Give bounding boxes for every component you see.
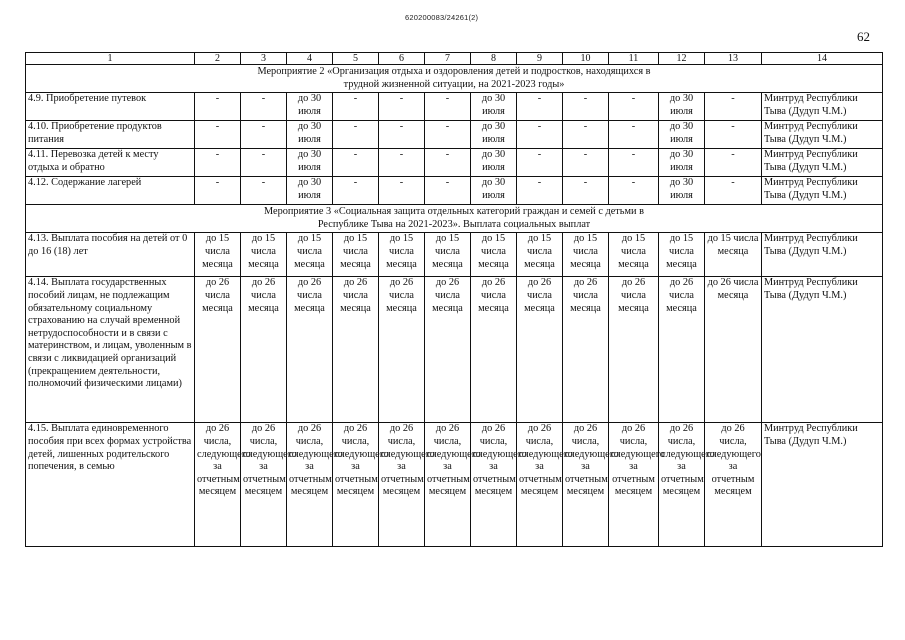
- deadline-cell: до 26 числа, следующего за отчетным месяцем: [333, 423, 379, 547]
- responsible-cell: Минтруд Республики Тыва (Дудуп Ч.М.): [762, 277, 883, 423]
- column-header: 14: [762, 53, 883, 65]
- column-header: 10: [563, 53, 609, 65]
- table-row: [26, 277, 883, 423]
- deadline-cell: до 26 числа, следующего за отчетным месяцем: [609, 423, 659, 547]
- deadline-cell: -: [425, 149, 471, 177]
- column-header: 6: [379, 53, 425, 65]
- deadline-cell: -: [517, 93, 563, 121]
- deadline-cell: до 26 числа, следующего за отчетным месяцем: [517, 423, 563, 547]
- deadline-cell: -: [425, 93, 471, 121]
- deadline-cell: до 26 числа, следующего за отчетным месяцем: [425, 423, 471, 547]
- deadline-cell: до 26 числа месяца: [471, 277, 517, 423]
- row-name: 4.12. Содержание лагерей: [26, 177, 195, 205]
- deadline-cell: -: [425, 177, 471, 205]
- deadline-cell: до 26 числа, следующего за отчетным месяцем: [195, 423, 241, 547]
- section-title: Мероприятие 2 «Организация отдыха и оздоровления детей и подростков, находящихся в трудной жизненной ситуации, на 2021-2023 годы»: [26, 65, 883, 93]
- deadline-cell: -: [333, 177, 379, 205]
- deadline-cell: -: [425, 121, 471, 149]
- deadline-cell: до 30 июля: [659, 93, 705, 121]
- deadline-cell: -: [563, 149, 609, 177]
- deadline-cell: до 15 числа месяца: [287, 233, 333, 277]
- deadline-cell: до 15 числа месяца: [379, 233, 425, 277]
- deadline-cell: до 26 числа месяца: [705, 277, 762, 423]
- deadline-cell: до 30 июля: [471, 149, 517, 177]
- deadline-cell: до 30 июля: [659, 149, 705, 177]
- deadline-cell: -: [379, 121, 425, 149]
- deadline-cell: -: [241, 149, 287, 177]
- column-header: 2: [195, 53, 241, 65]
- deadline-cell: до 26 числа месяца: [241, 277, 287, 423]
- deadline-cell: -: [705, 177, 762, 205]
- deadline-cell: -: [609, 177, 659, 205]
- table-row: [26, 121, 883, 149]
- deadline-cell: до 26 числа месяца: [333, 277, 379, 423]
- deadline-cell: до 15 числа месяца: [425, 233, 471, 277]
- deadline-cell: до 15 числа месяца: [471, 233, 517, 277]
- responsible-cell: Минтруд Республики Тыва (Дудуп Ч.М.): [762, 121, 883, 149]
- table-row: [26, 93, 883, 121]
- row-name: 4.10. Приобретение продуктов питания: [26, 121, 195, 149]
- table-row: [26, 177, 883, 205]
- deadline-cell: до 15 числа месяца: [241, 233, 287, 277]
- row-name: 4.13. Выплата пособия на детей от 0 до 16 (18) лет: [26, 233, 195, 277]
- deadline-cell: до 26 числа месяца: [379, 277, 425, 423]
- section-row: [26, 65, 883, 93]
- deadline-cell: -: [517, 149, 563, 177]
- deadline-cell: до 30 июля: [287, 93, 333, 121]
- section-title: Мероприятие 3 «Социальная защита отдельных категорий граждан и семей с детьми в Республике Тыва на 2021-2023». Выплата социальных выплат: [26, 205, 883, 233]
- responsible-cell: Минтруд Республики Тыва (Дудуп Ч.М.): [762, 177, 883, 205]
- deadline-cell: до 15 числа месяца: [609, 233, 659, 277]
- deadline-cell: до 26 числа месяца: [425, 277, 471, 423]
- deadline-cell: до 26 числа, следующего за отчетным месяцем: [705, 423, 762, 547]
- responsible-cell: Минтруд Республики Тыва (Дудуп Ч.М.): [762, 149, 883, 177]
- deadline-cell: -: [241, 93, 287, 121]
- deadline-cell: до 26 числа, следующего за отчетным месяцем: [659, 423, 705, 547]
- deadline-cell: до 30 июля: [287, 149, 333, 177]
- deadline-cell: до 15 числа месяца: [333, 233, 379, 277]
- column-header: 11: [609, 53, 659, 65]
- row-name: 4.9. Приобретение путевок: [26, 93, 195, 121]
- deadline-cell: -: [705, 93, 762, 121]
- row-name: 4.15. Выплата единовременного пособия при всех формах устройства детей, лишенных родительского попечения, в семью: [26, 423, 195, 547]
- header-row: [26, 53, 883, 65]
- deadline-cell: -: [609, 149, 659, 177]
- deadline-cell: -: [195, 149, 241, 177]
- deadline-cell: до 26 числа месяца: [287, 277, 333, 423]
- deadline-cell: до 30 июля: [659, 121, 705, 149]
- section-row: [26, 205, 883, 233]
- deadline-cell: -: [195, 121, 241, 149]
- deadline-cell: -: [241, 177, 287, 205]
- column-header: 5: [333, 53, 379, 65]
- row-name: 4.14. Выплата государственных пособий лицам, не подлежащим обязательному социальному страхованию на случай временной нетрудоспособности и в связи с материнством, и лицам, уволенным в связи с ликвидацией организаций (прекращением деятельности, полномочий физическими лицами): [26, 277, 195, 423]
- deadline-cell: -: [517, 121, 563, 149]
- deadline-cell: до 15 числа месяца: [517, 233, 563, 277]
- deadline-cell: -: [333, 93, 379, 121]
- deadline-cell: до 26 числа, следующего за отчетным месяцем: [287, 423, 333, 547]
- deadline-cell: до 30 июля: [287, 121, 333, 149]
- column-header: 8: [471, 53, 517, 65]
- column-header: 4: [287, 53, 333, 65]
- deadline-cell: до 30 июля: [471, 177, 517, 205]
- deadline-cell: до 26 числа месяца: [195, 277, 241, 423]
- deadline-cell: -: [333, 121, 379, 149]
- deadline-cell: до 26 числа, следующего за отчетным месяцем: [379, 423, 425, 547]
- page-number: 62: [857, 29, 870, 44]
- responsible-cell: Минтруд Республики Тыва (Дудуп Ч.М.): [762, 233, 883, 277]
- deadline-cell: до 30 июля: [287, 177, 333, 205]
- deadline-cell: до 26 числа, следующего за отчетным месяцем: [471, 423, 517, 547]
- deadline-cell: -: [609, 93, 659, 121]
- deadline-cell: -: [333, 149, 379, 177]
- deadline-cell: -: [195, 177, 241, 205]
- deadline-cell: до 26 числа месяца: [659, 277, 705, 423]
- deadline-cell: -: [705, 121, 762, 149]
- deadline-cell: -: [241, 121, 287, 149]
- document-id: 620200083/24261(2): [405, 13, 479, 22]
- deadline-cell: -: [563, 93, 609, 121]
- column-header: 3: [241, 53, 287, 65]
- responsible-cell: Минтруд Республики Тыва (Дудуп Ч.М.): [762, 423, 883, 547]
- schedule-table: [25, 52, 883, 547]
- row-name: 4.11. Перевозка детей к месту отдыха и обратно: [26, 149, 195, 177]
- deadline-cell: до 30 июля: [471, 93, 517, 121]
- column-header: 13: [705, 53, 762, 65]
- deadline-cell: -: [379, 149, 425, 177]
- deadline-cell: -: [379, 177, 425, 205]
- table-row: [26, 233, 883, 277]
- deadline-cell: -: [705, 149, 762, 177]
- deadline-cell: до 26 числа месяца: [609, 277, 659, 423]
- table-row: [26, 149, 883, 177]
- column-header: 9: [517, 53, 563, 65]
- responsible-cell: Минтруд Республики Тыва (Дудуп Ч.М.): [762, 93, 883, 121]
- deadline-cell: до 15 числа месяца: [195, 233, 241, 277]
- deadline-cell: -: [563, 121, 609, 149]
- deadline-cell: до 26 числа, следующего за отчетным месяцем: [563, 423, 609, 547]
- deadline-cell: до 26 числа месяца: [563, 277, 609, 423]
- column-header: 1: [26, 53, 195, 65]
- column-header: 12: [659, 53, 705, 65]
- deadline-cell: до 15 числа месяца: [563, 233, 609, 277]
- deadline-cell: -: [563, 177, 609, 205]
- deadline-cell: до 26 числа месяца: [517, 277, 563, 423]
- deadline-cell: -: [379, 93, 425, 121]
- deadline-cell: до 30 июля: [471, 121, 517, 149]
- deadline-cell: -: [609, 121, 659, 149]
- deadline-cell: -: [195, 93, 241, 121]
- column-header: 7: [425, 53, 471, 65]
- deadline-cell: до 30 июля: [659, 177, 705, 205]
- deadline-cell: до 15 числа месяца: [659, 233, 705, 277]
- deadline-cell: до 15 числа месяца: [705, 233, 762, 277]
- deadline-cell: -: [517, 177, 563, 205]
- table-row: [26, 423, 883, 547]
- deadline-cell: до 26 числа, следующего за отчетным месяцем: [241, 423, 287, 547]
